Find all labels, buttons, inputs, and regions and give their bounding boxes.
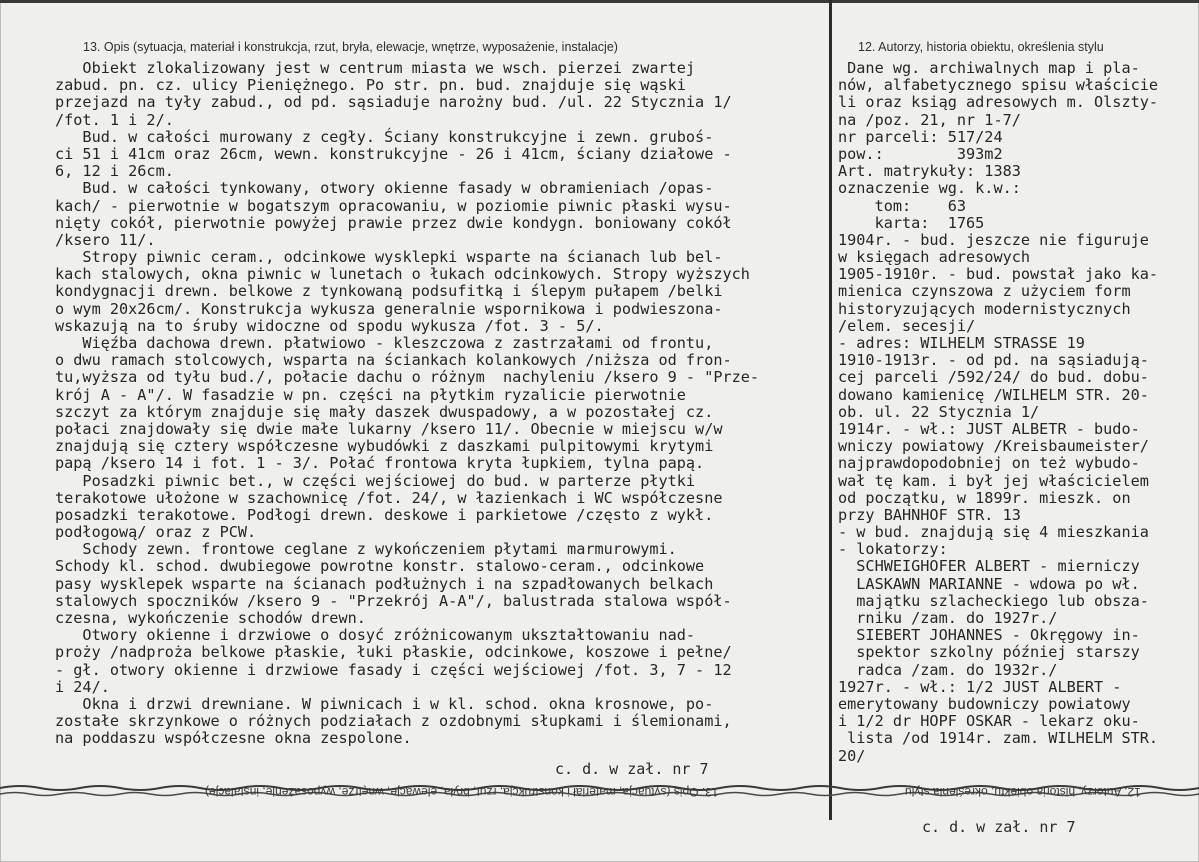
- history-line: przy BAHNHOF STR. 13: [838, 505, 1021, 524]
- description-line: Bud. w całości tynkowany, otwory okienne fasady w obramieniach /opas-: [55, 179, 714, 198]
- history-text: [838, 60, 1196, 765]
- description-line: posadzki terakotowe. Podłogi drewn. deskowe i parkietowe /często z wykł.: [55, 505, 714, 524]
- description-line: /ksero 11/.: [55, 230, 156, 249]
- continuation-note-left: c. d. w zał. nr 7: [555, 760, 709, 778]
- description-line: połaci znajdowały się dwie małe lukarny /ksero 11/. Obecnie w miejscu w/w: [55, 419, 723, 438]
- history-line: Art. matrykuły: 1383: [838, 162, 1021, 181]
- description-line: przejazd na tyły zabud., od pd. sąsiaduje narożny bud. /ul. 22 Stycznia 1/: [55, 93, 732, 112]
- description-line: wskazują na to śruby widoczne od spodu wykusza /fot. 3 - 5/.: [55, 316, 604, 335]
- history-line: najprawdopodobniej on też wybudo-: [838, 454, 1140, 473]
- history-line: rniku /zam. do 1927r./: [838, 609, 1058, 627]
- description-line: podłogową/ oraz z PCW.: [55, 523, 257, 542]
- description-line: kach/ - pierwotnie w bogatszym opracowaniu, w poziomie piwnic płaski wysu-: [55, 196, 732, 215]
- history-line: tom: 63: [838, 196, 967, 215]
- description-line: 6, 12 i 26cm.: [55, 162, 174, 181]
- description-line: Więźba dachowa drewn. płatwiowo - kleszczowa z zastrzałami od frontu,: [55, 334, 714, 352]
- history-line: emerytowany budowniczy powiatowy: [838, 694, 1131, 713]
- history-line: w księgach adresowych: [838, 248, 1031, 267]
- description-line: Schody zewn. frontowe ceglane z wykończeniem płytami marmurowymi.: [55, 540, 677, 559]
- history-line: spektor szkolny później starszy: [838, 643, 1140, 662]
- history-line: li oraz ksiąg adresowych m. Olszty-: [838, 93, 1159, 112]
- section-12-header: 12. Autorzy, historia obiektu, określenia stylu: [858, 40, 1104, 54]
- description-line: /fot. 1 i 2/.: [55, 110, 174, 129]
- history-line: 1905-1910r. - bud. powstał jako ka-: [838, 265, 1159, 284]
- history-line: nr parceli: 517/24: [838, 127, 1003, 146]
- description-line: o wym 20x26cm/. Konstrukcja wykusza generalnie wspornikowa i podwieszona-: [55, 299, 723, 318]
- description-line: kach stalowych, okna piwnic w lunetach o łukach odcinkowych. Stropy wyższych: [55, 265, 750, 284]
- mirrored-header-right: 12. Autorzy, historia obiektu, określenia stylu: [905, 785, 1141, 799]
- description-line: czesna, wykończenie schodów drewn.: [55, 609, 366, 627]
- history-line: 1927r. - wł.: 1/2 JUST ALBERT -: [838, 677, 1122, 696]
- description-line: Bud. w całości murowany z cegły. Ściany konstrukcyjne i zewn. gruboś-: [55, 127, 714, 146]
- history-line: na /poz. 21, nr 1-7/: [838, 110, 1021, 129]
- description-line: ci 51 i 41cm oraz 26cm, wewn. konstrukcyjne - 26 i 41cm, ściany działowe -: [55, 144, 732, 163]
- history-line: cej parceli /592/24/ do bud. dobu-: [838, 368, 1149, 387]
- history-line: Dane wg. archiwalnych map i pla-: [838, 59, 1140, 77]
- history-line: LASKAWN MARIANNE - wdowa po wł.: [838, 574, 1140, 593]
- history-line: wał tę kam. i był jej właścicielem: [838, 471, 1149, 490]
- description-line: na poddaszu współczesne okna zespolone.: [55, 729, 412, 748]
- history-line: karta: 1765: [838, 213, 985, 232]
- description-line: Schody kl. schod. dwubiegowe powrotne konstr. stalowo-ceram., odcinkowe: [55, 557, 705, 576]
- history-line: pow.: 393m2: [838, 144, 1003, 163]
- description-line: stalowych spoczników /ksero 9 - "Przekrój A-A"/, balustrada stalowa współ-: [55, 591, 732, 610]
- history-line: 20/: [838, 746, 866, 765]
- description-line: zostałe skrzynkowe o różnych podziałach z ozdobnymi słupkami i ślemionami,: [55, 712, 732, 731]
- history-line: 1914r. - wł.: JUST ALBETR - budo-: [838, 419, 1140, 438]
- description-line: tu,wyższa od tyłu bud./, połacie dachu o różnym nachyleniu /ksero 9 - "Prze-: [55, 368, 760, 387]
- history-line: od początku, w 1899r. mieszk. on: [838, 488, 1131, 507]
- top-border-line: [0, 0, 1199, 3]
- history-line: oznaczenie wg. k.w.:: [838, 179, 1021, 198]
- history-line: lista /od 1914r. zam. WILHELM STR.: [838, 729, 1159, 748]
- description-line: i 24/.: [55, 677, 110, 696]
- description-line: pasy wysklepek wsparte na ścianach podłużnych i na szpadłowanych belkach: [55, 574, 714, 593]
- description-line: Obiekt zlokalizowany jest w centrum miasta we wsch. pierzei zwartej: [55, 59, 696, 77]
- description-line: nięty cokół, pierwotnie powyżej prawie przez dwie kondygn. boniowany cokół: [55, 213, 732, 232]
- history-line: /elem. secesji/: [838, 316, 976, 335]
- history-line: radca /zam. do 1932r./: [838, 660, 1058, 679]
- description-line: zabud. pn. cz. ulicy Pieniężnego. Po str. pn. bud. znajduje się wąski: [55, 76, 686, 95]
- history-line: 1904r. - bud. jeszcze nie figuruje: [838, 230, 1149, 249]
- history-line: dowano kamienicę /WILHELM STR. 20-: [838, 385, 1149, 404]
- history-line: - adres: WILHELM STRASSE 19: [838, 334, 1085, 352]
- continuation-note-right: c. d. w zał. nr 7: [922, 818, 1076, 836]
- mirrored-header-left: 13. Opis (sytuacja, materiał i konstrukcja, rzut, bryła, elewacje, wnętrze, wyposażenie, instalacje): [205, 785, 719, 799]
- description-line: o dwu ramach stolcowych, wsparta na ściankach kolankowych /niższa od fron-: [55, 351, 732, 370]
- description-line: - gł. otwory okienne i drzwiowe fasady i części wejściowej /fot. 3, 7 - 12: [55, 660, 732, 679]
- section-13-header: 13. Opis (sytuacja, materiał i konstrukcja, rzut, bryła, elewacje, wnętrze, wyposażenie, instalacje): [83, 40, 618, 54]
- history-line: mienica czynszowa z użyciem form: [838, 282, 1131, 301]
- description-line: papą /ksero 14 i fot. 1 - 3/. Połać frontowa kryta łupkiem, tylna papą.: [55, 454, 705, 473]
- description-line: Otwory okienne i drzwiowe o dosyć zróżnicowanym ukształtowaniu nad-: [55, 626, 696, 645]
- description-line: Posadzki piwnic bet., w części wejściowej do bud. w parterze płytki: [55, 471, 696, 490]
- description-line: terakotowe ułożone w szachownicę /fot. 24/, w łazienkach i WC współczesne: [55, 488, 723, 507]
- history-line: nów, alfabetycznego spisu właścicie: [838, 76, 1159, 95]
- description-line: znajdują się cztery współczesne wybudówki z daszkami pulpitowymi krytymi: [55, 437, 714, 456]
- history-line: SIEBERT JOHANNES - Okręgowy in-: [838, 626, 1140, 645]
- history-line: 1910-1913r. - od pd. na sąsiadują-: [838, 351, 1149, 370]
- description-line: szczyt za którym znajduje się mały daszek dwuspadowy, a w pozostałej cz.: [55, 402, 714, 421]
- description-line: kondygnacji drewn. belkowe z tynkowaną podsufitką i ślepym pułapem /belki: [55, 282, 723, 301]
- history-line: i 1/2 dr HOPF OSKAR - lekarz oku-: [838, 712, 1140, 731]
- description-text: [55, 60, 825, 748]
- history-line: majątku szlacheckiego lub obsza-: [838, 591, 1149, 610]
- history-line: - w bud. znajdują się 4 mieszkania: [838, 523, 1149, 542]
- description-line: Stropy piwnic ceram., odcinkowe wysklepki wsparte na ścianach lub bel-: [55, 248, 723, 267]
- history-line: ob. ul. 22 Stycznia 1/: [838, 402, 1040, 421]
- history-line: historyzujących modernistycznych: [838, 299, 1131, 318]
- history-line: - lokatorzy:: [838, 540, 948, 559]
- column-divider: [829, 0, 832, 820]
- description-line: Okna i drzwi drewniane. W piwnicach i w kl. schod. okna krosnowe, po-: [55, 694, 714, 713]
- description-line: proży /nadproża belkowe płaskie, łuki płaskie, odcinkowe, koszowe i pełne/: [55, 643, 732, 662]
- history-line: wniczy powiatowy /Kreisbaumeister/: [838, 437, 1149, 456]
- history-line: SCHWEIGHOFER ALBERT - mierniczy: [838, 557, 1140, 576]
- description-line: krój A - A"/. W fasadzie w pn. części na płytkim ryzalicie pierwotnie: [55, 385, 686, 404]
